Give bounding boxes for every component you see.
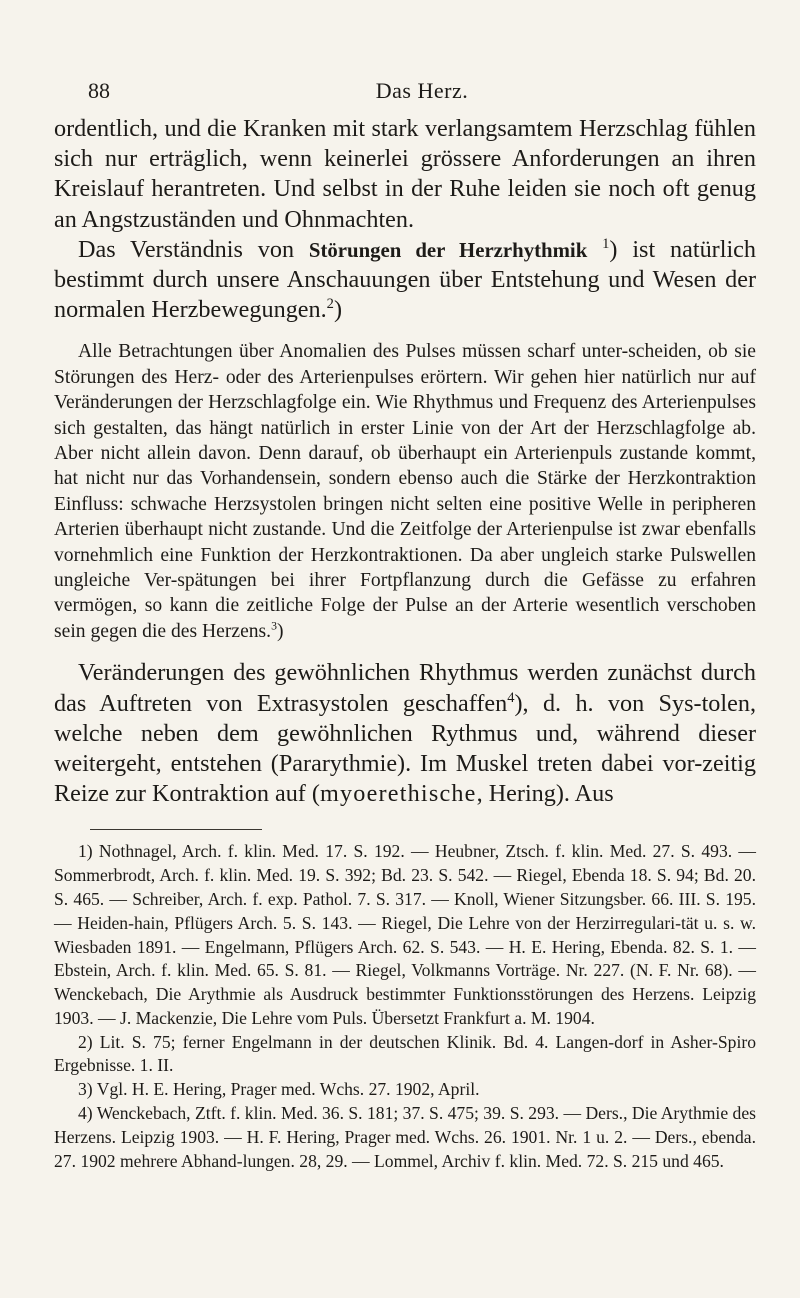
page-body: [54, 114, 756, 1173]
page-header: [88, 78, 756, 108]
paragraph-2-bold-term: Störungen der Herzrhythmik: [308, 237, 588, 262]
footnote-divider: [90, 829, 262, 830]
paragraph-4-text-c: , Hering). Aus: [476, 780, 614, 808]
footnote-ref-1: 1: [602, 235, 610, 252]
paragraph-3-close: ): [276, 620, 284, 642]
footnote-3: 3) Vgl. H. E. Hering, Prager med. Wchs. 27. 1902, April.: [78, 1079, 480, 1100]
paragraph-3: [54, 339, 756, 644]
footnote-4: 4) Wenckebach, Ztft. f. klin. Med. 36. S. 181; 37. S. 475; 39. S. 293. — Ders., Die Arythmie des Herzens. Leipzig 1903. — H. F. Hering, Prager med. Wchs. 26. 1901. Nr. 1 u. 2. — Ders., ebenda. 27. 1902 mehrere Abhand-lungen. 28, 29. — Lommel, Archiv f. klin. Med. 72. S. 215 und 465.: [54, 1103, 756, 1171]
paragraph-3-text: Alle Betrachtungen über Anomalien des Pulses müssen scharf unter-scheiden, ob sie Störungen des Herz- oder des Arterienpulses erörtern. Wir gehen hier natürlich nur auf Veränderungen der Herzschlagfolge ein. Wie Rhythmus und Frequenz des Arterienpulses sich gestalten, das hängt natürlich in erster Linie von der Art der Herzschlagfolge ab. Aber nicht allein davon. Denn darauf, ob überhaupt ein Arterienpuls zustande kommt, hat nicht nur das Vorhandensein, sondern ebenso auch die Stärke der Herzkontraktion Einfluss: schwache Herzsystolen bringen nicht selten eine positive Welle in peripheren Arterien überhaupt nicht zustande. Und die Zeitfolge der Arterienpulse ist zwar ebenfalls vornehmlich eine Funktion der Herzkontraktionen. Da aber ungleich starke Pulswellen ungleiche Ver-spätungen bei ihrer Fortpflanzung durch die Gefässe zu erfahren vermögen, so kann die zeitliche Folge der Pulse an der Arterie wesentlich verschoben sein gegen die des Herzens.: [54, 341, 756, 642]
paragraph-2-text-a: Das Verständnis von: [78, 235, 309, 263]
running-title: Das Herz.: [375, 78, 469, 103]
paragraph-4-text-a: Veränderungen des gewöhnlichen Rhythmus werden zunächst durch das Auftreten von Extrasystolen geschaffen: [54, 659, 756, 717]
paragraph-4: [54, 658, 756, 809]
paragraph-2: [54, 235, 756, 326]
footnote-2: 2) Lit. S. 75; ferner Engelmann in der deutschen Klinik. Bd. 4. Langen-dorf in Asher-Spiro Ergebnisse. 1. II.: [54, 1031, 756, 1076]
paragraph-4-spaced-term: myoerethische: [319, 780, 477, 808]
paragraph-2-text-b: ) ist natürlich bestimmt durch unsere Anschauungen über Entstehung und Wesen der normalen Herzbewegungen.: [54, 235, 757, 324]
footnote-ref-3: 3: [271, 619, 277, 633]
footnote-ref-4: 4: [507, 689, 515, 706]
footnote-1: 1) Nothnagel, Arch. f. klin. Med. 17. S. 192. — Heubner, Ztsch. f. klin. Med. 27. S. 493. — Sommerbrodt, Arch. f. klin. Med. 19. S. 392; Bd. 23. S. 542. — Riegel, Ebenda 18. S. 94; Bd. 20. S. 465. — Schreiber, Arch. f. exp. Pathol. 7. S. 317. — Knoll, Wiener Sitzungsber. 66. III. S. 195. — Heiden-hain, Pflügers Arch. 5. S. 143. — Riegel, Die Lehre von der Herzirregulari-tät u. s. w. Wiesbaden 1891. — Engelmann, Pflügers Arch. 62. S. 543. — H. E. Hering, Ebenda. 82. S. 1. — Ebstein, Arch. f. klin. Med. 65. S. 81. — Riegel, Volkmanns Vorträge. Nr. 227. (N. F. Nr. 68). — Wenckebach, Die Arythmie als Ausdruck bestimmter Funktionsstörungen des Herzens. Leipzig 1903. — J. Mackenzie, Die Lehre vom Puls. Übersetzt Frankfurt a. M. 1904.: [54, 841, 756, 1028]
footnotes: [54, 840, 756, 1173]
footnote-ref-2: 2: [326, 296, 334, 313]
page-number: 88: [88, 78, 110, 103]
paragraph-4-text-b: ), d. h. von Sys-tolen, welche neben dem gewöhnlichen Rythmus und, während dieser weitergeht, entstehen (Pararythmie). Im Muskel treten dabei vor-zeitig Reize zur Kontraktion auf (: [54, 689, 756, 808]
paragraph-2-text-c: ): [333, 296, 342, 324]
paragraph-1: ordentlich, und die Kranken mit stark verlangsamtem Herzschlag fühlen sich nur erträglich, wenn keinerlei grössere Anforderungen an ihren Kreislauf herantreten. Und selbst in der Ruhe leiden sie noch oft genug an Angstzuständen und Ohnmachten.: [54, 115, 756, 233]
